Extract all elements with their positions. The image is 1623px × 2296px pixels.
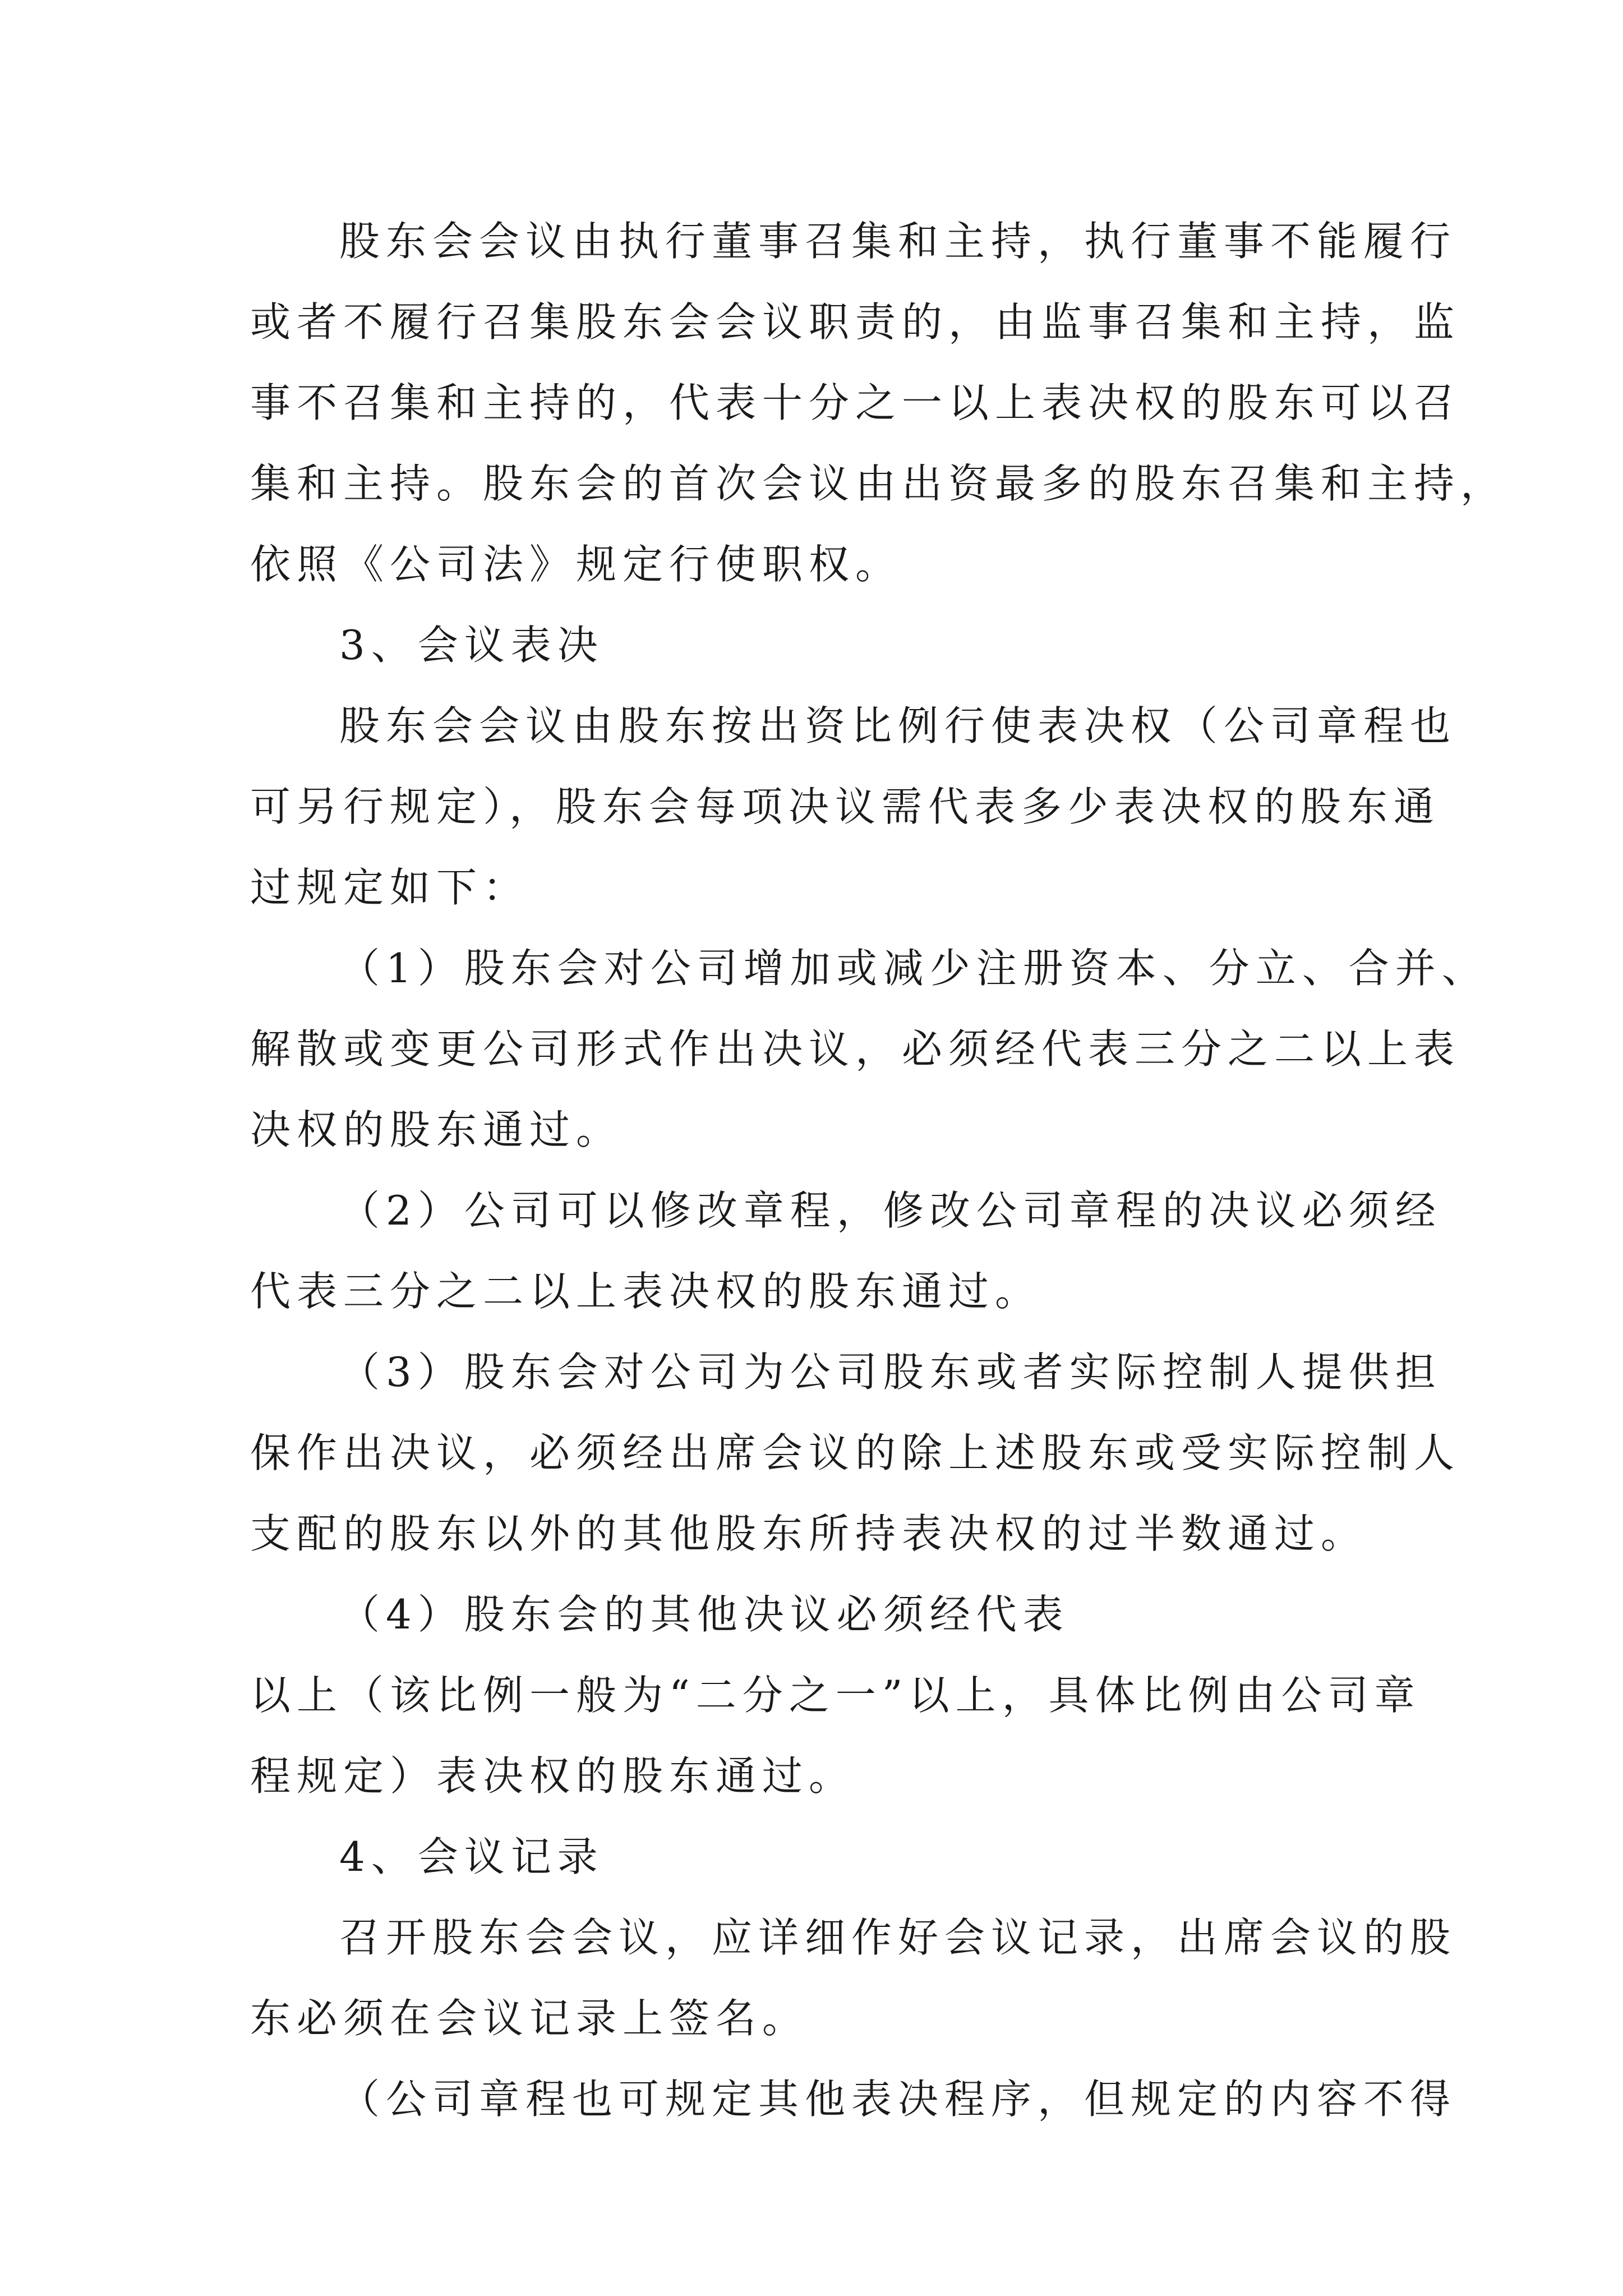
text-line: 代表三分之二以上表决权的股东通过。 [250, 1268, 1042, 1315]
text-line: （公司章程也可规定其他表决程序，但规定的内容不得 [339, 2076, 1457, 2123]
section-heading: 3、会议表决 [339, 622, 604, 669]
section-heading: 4、会议记录 [339, 1833, 604, 1880]
text-line: （4）股东会的其他决议必须经代表 [339, 1591, 1069, 1638]
text-line: 决权的股东通过。 [250, 1106, 623, 1153]
text-line: 股东会会议由执行董事召集和主持，执行董事不能履行 [339, 218, 1457, 265]
text-line: 过规定如下： [250, 864, 530, 911]
text-line: （2）公司可以修改章程，修改公司章程的决议必须经 [339, 1187, 1442, 1234]
text-line: 解散或变更公司形式作出决议，必须经代表三分之二以上表 [250, 1025, 1461, 1073]
text-line: 支配的股东以外的其他股东所持表决权的过半数通过。 [250, 1510, 1368, 1557]
text-line: 程规定）表决权的股东通过。 [250, 1752, 856, 1800]
text-line: 召开股东会会议，应详细作好会议记录，出席会议的股 [339, 1914, 1457, 1961]
text-line: 依照《公司法》规定行使职权。 [250, 541, 902, 588]
text-line: 事不召集和主持的，代表十分之一以上表决权的股东可以召 [250, 379, 1461, 426]
text-line: 股东会会议由股东按出资比例行使表决权（公司章程也 [339, 702, 1457, 749]
text-line: 集和主持。股东会的首次会议由出资最多的股东召集和主持， [250, 460, 1507, 507]
text-line: （3）股东会对公司为公司股东或者实际控制人提供担 [339, 1349, 1442, 1396]
text-line: 东必须在会议记录上签名。 [250, 1995, 809, 2042]
text-line: 可另行规定），股东会每项决议需代表多少表决权的股东通 [250, 783, 1441, 830]
text-line: 保作出决议，必须经出席会议的除上述股东或受实际控制人 [250, 1429, 1461, 1476]
text-line: （1）股东会对公司增加或减少注册资本、分立、合并、 [339, 945, 1488, 992]
text-line: 或者不履行召集股东会会议职责的，由监事召集和主持，监 [250, 298, 1461, 346]
text-line: 以上（该比例一般为“二分之一”以上，具体比例由公司章 [250, 1672, 1421, 1719]
